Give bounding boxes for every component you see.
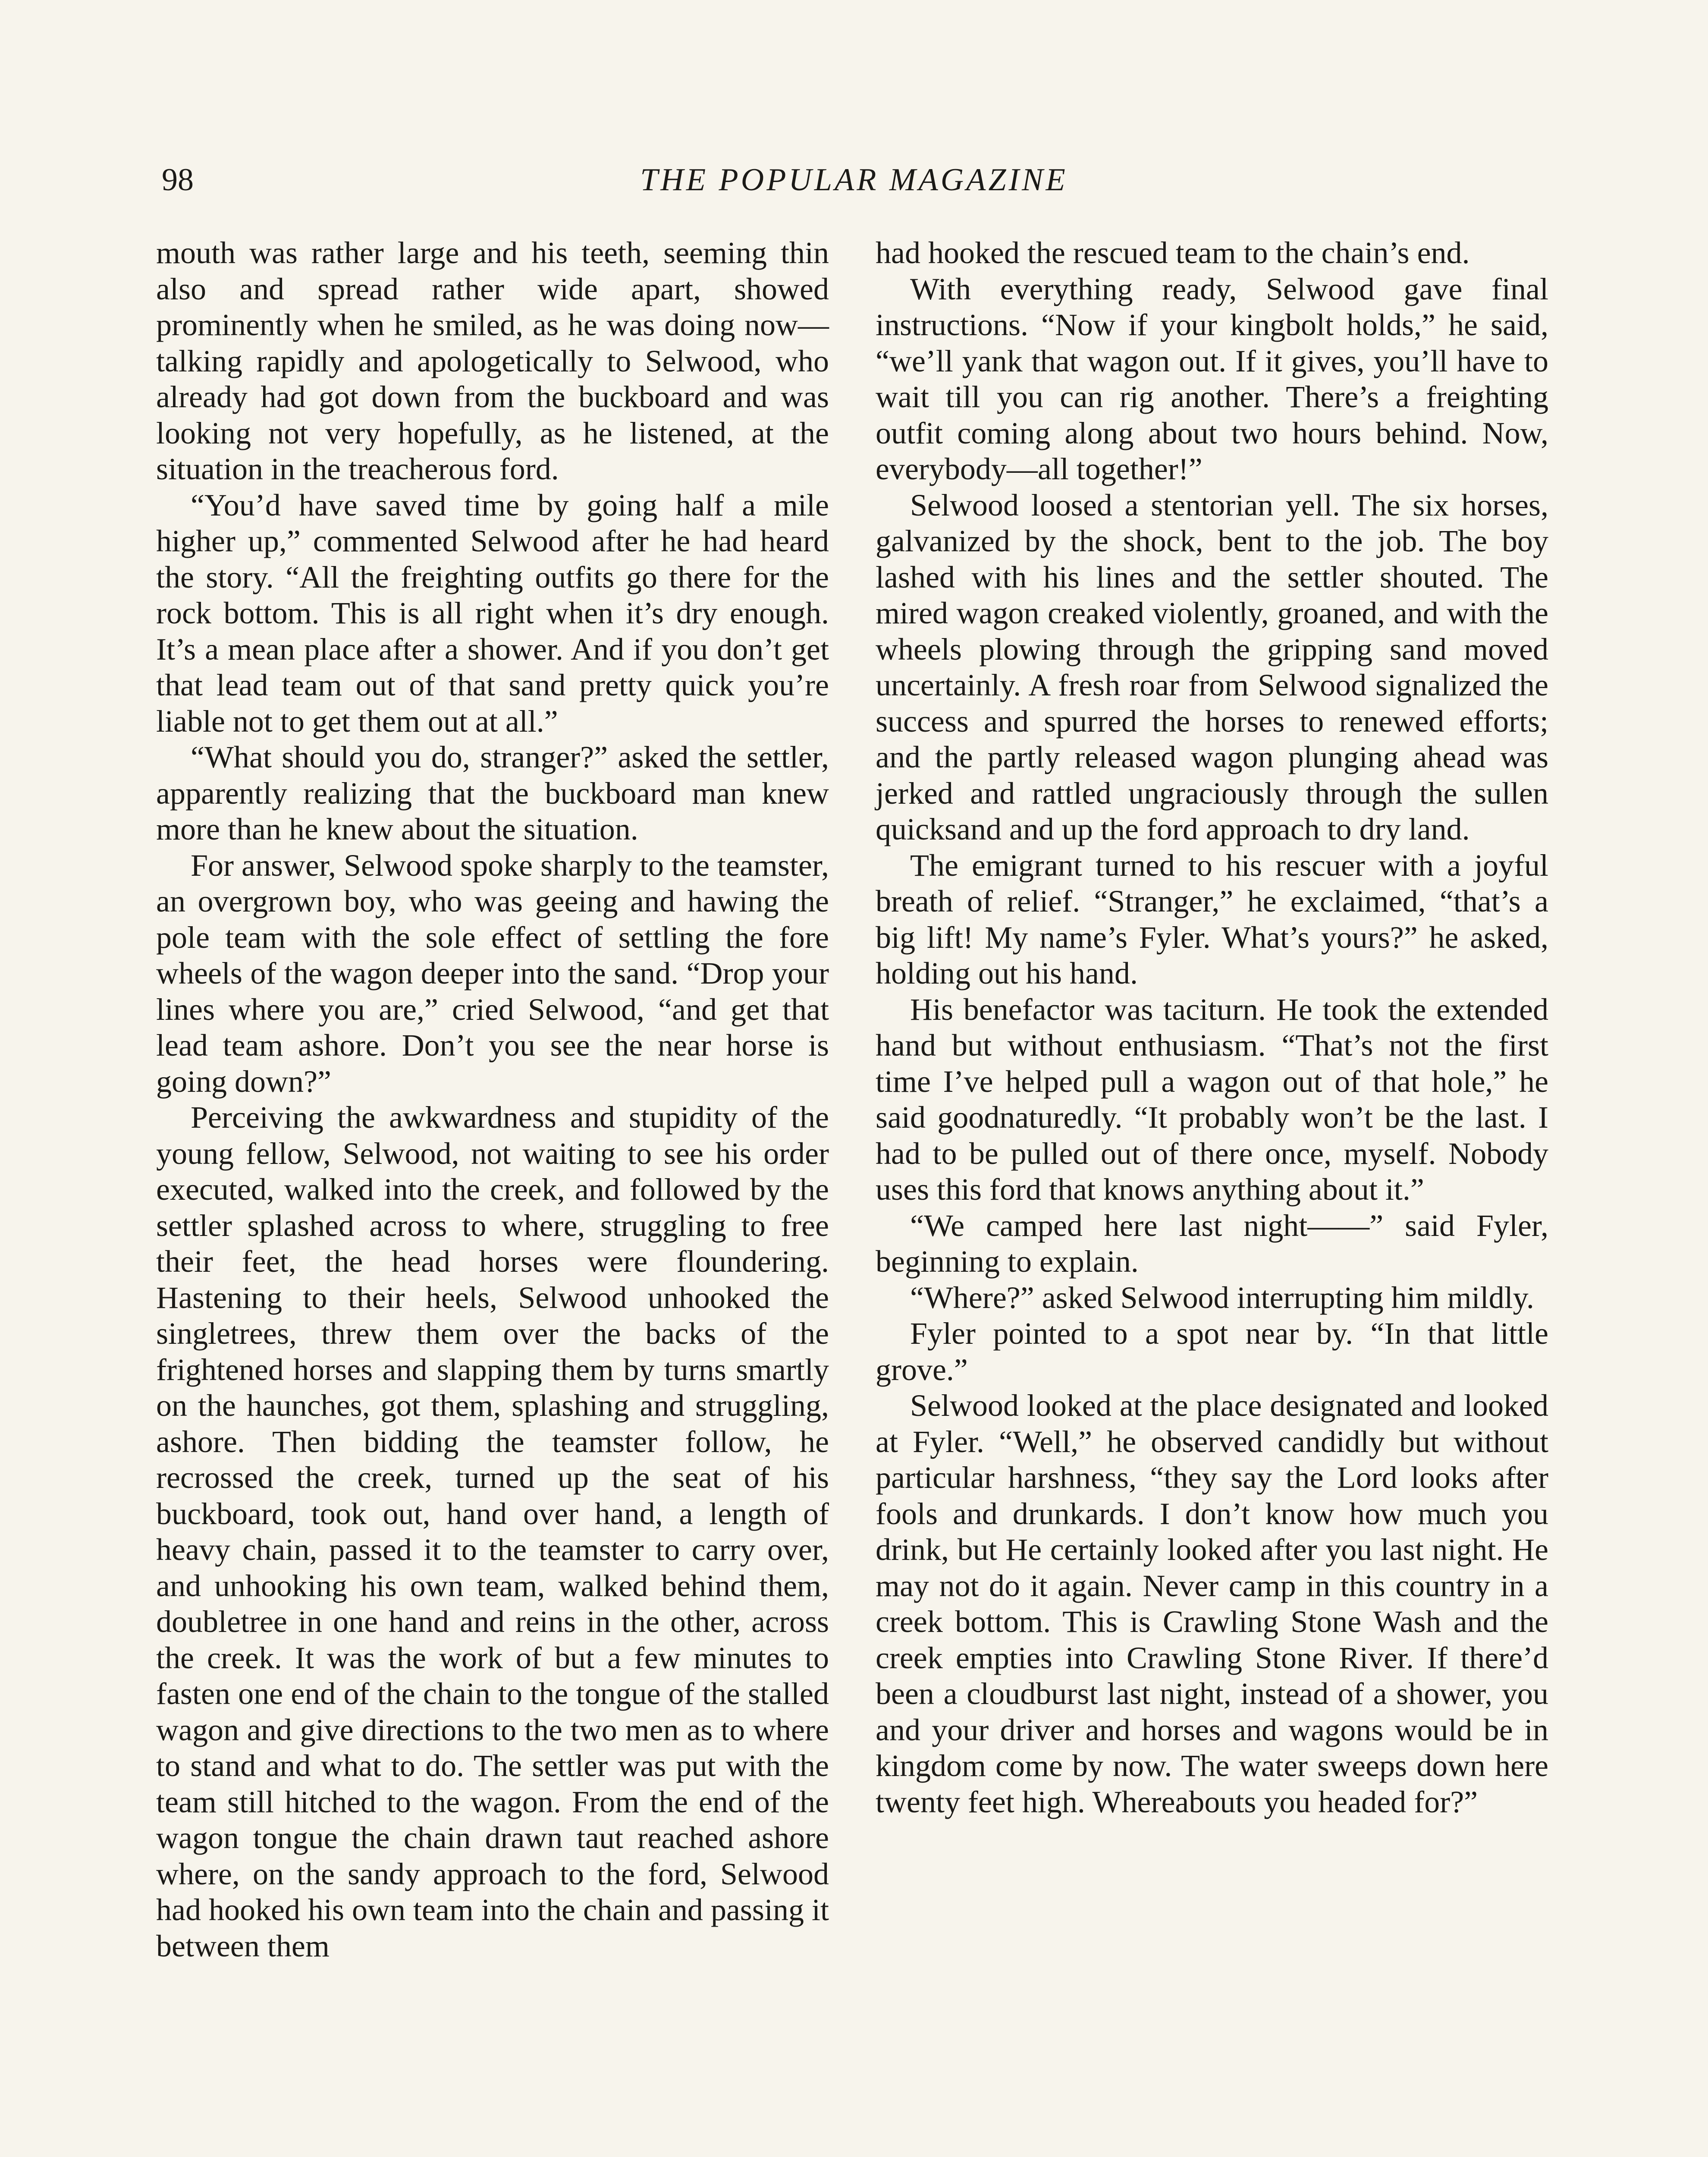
right-column [876, 235, 1548, 1820]
paragraph: With everything ready, Selwood gave final instructions. “Now if your kingbolt holds,” he said, “we’ll yank that wagon out. If it gives, you’ll have to wait till you can rig another. There’s a freighting outfit coming along about two hours behind. Now, everybody—all together!” [876, 271, 1548, 486]
paragraph: Fyler pointed to a spot near by. “In that little grove.” [876, 1316, 1548, 1387]
paragraph: The emigrant turned to his rescuer with a joyful breath of relief. “Stranger,” he exclaimed, “that’s a big lift! My name’s Fyler. What’s yours?” he asked, holding out his hand. [876, 848, 1548, 990]
paragraph: “What should you do, stranger?” asked the settler, apparently realizing that the buckboard man knew more than he knew about the situation. [156, 740, 829, 846]
paragraph: “You’d have saved time by going half a mile higher up,” commented Selwood after he had heard the story. “All the freighting outfits go there for the rock bottom. This is all right when it’s dry enough. It’s a mean place after a shower. And if you don’t get that lead team out of that sand pretty quick you’re liable not to get them out at all.” [156, 487, 829, 739]
paragraph: “Where?” asked Selwood interrupting him mildly. [910, 1280, 1534, 1315]
page-number: 98 [162, 162, 194, 198]
paragraph: Selwood looked at the place designated and looked at Fyler. “Well,” he observed candidly but without particular harshness, “they say the Lord looks after fools and drunkards. I don’t know how much you drink, but He certainly looked after you last night. He may not do it again. Never camp in this country in a creek bottom. This is Crawling Stone Wash and the creek empties into Crawling Stone River. If there’d been a cloudburst last night, instead of a shower, you and your driver and horses and wagons would be in kingdom come by now. The water sweeps down here twenty feet high. Whereabouts you headed for?” [876, 1388, 1548, 1819]
paragraph: mouth was rather large and his teeth, seeming thin also and spread rather wide apart, showed prominently when he smiled, as he was doing now—talking rapidly and apologetically to Selwood, who already had got down from the buckboard and was looking not very hopefully, as he listened, at the situation in the treacherous ford. [156, 236, 829, 486]
running-title: THE POPULAR MAGAZINE [640, 162, 1068, 198]
paragraph: His benefactor was taciturn. He took the extended hand but without enthusiasm. “That’s not the first time I’ve helped pull a wagon out of that hole,” he said goodnaturedly. “It probably won’t be the last. I had to be pulled out of there once, myself. Nobody uses this ford that knows anything about it.” [876, 992, 1548, 1207]
paragraph: had hooked the rescued team to the chain’s end. [876, 236, 1470, 270]
paragraph: Selwood loosed a stentorian yell. The six horses, galvanized by the shock, bent to the job. The boy lashed with his lines and the settler shouted. The mired wagon creaked violently, groaned, and with the wheels plowing through the gripping sand moved uncertainly. A fresh roar from Selwood signalized the success and spurred the horses to renewed efforts; and the partly released wagon plunging ahead was jerked and rattled ungraciously through the sullen quicksand and up the ford approach to dry land. [876, 487, 1548, 846]
paragraph: For answer, Selwood spoke sharply to the teamster, an overgrown boy, who was geeing and hawing the pole team with the sole effect of settling the fore wheels of the wagon deeper into the sand. “Drop your lines where you are,” cried Selwood, “and get that lead team ashore. Don’t you see the near horse is going down?” [156, 848, 829, 1099]
paragraph: Perceiving the awkwardness and stupidity of the young fellow, Selwood, not waiting to see his order executed, walked into the creek, and followed by the settler splashed across to where, struggling to free their feet, the head horses were floundering. Hastening to their heels, Selwood unhooked the singletrees, threw them over the backs of the frightened horses and slapping them by turns smartly on the haunches, got them, splashing and struggling, ashore. Then bidding the teamster follow, he recrossed the creek, turned up the seat of his buckboard, took out, hand over hand, a length of heavy chain, passed it to the teamster to carry over, and unhooking his own team, walked behind them, doubletree in one hand and reins in the other, across the creek. It was the work of but a few minutes to fasten one end of the chain to the tongue of the stalled wagon and give directions to the two men as to where to stand and what to do. The settler was put with the team still hitched to the wagon. From the end of the wagon tongue the chain drawn taut reached ashore where, on the sandy approach to the ford, Selwood had hooked his own team into the chain and passing it between them [156, 1100, 829, 1963]
paragraph: “We camped here last night——” said Fyler, beginning to explain. [876, 1208, 1548, 1279]
left-column [156, 235, 829, 1964]
